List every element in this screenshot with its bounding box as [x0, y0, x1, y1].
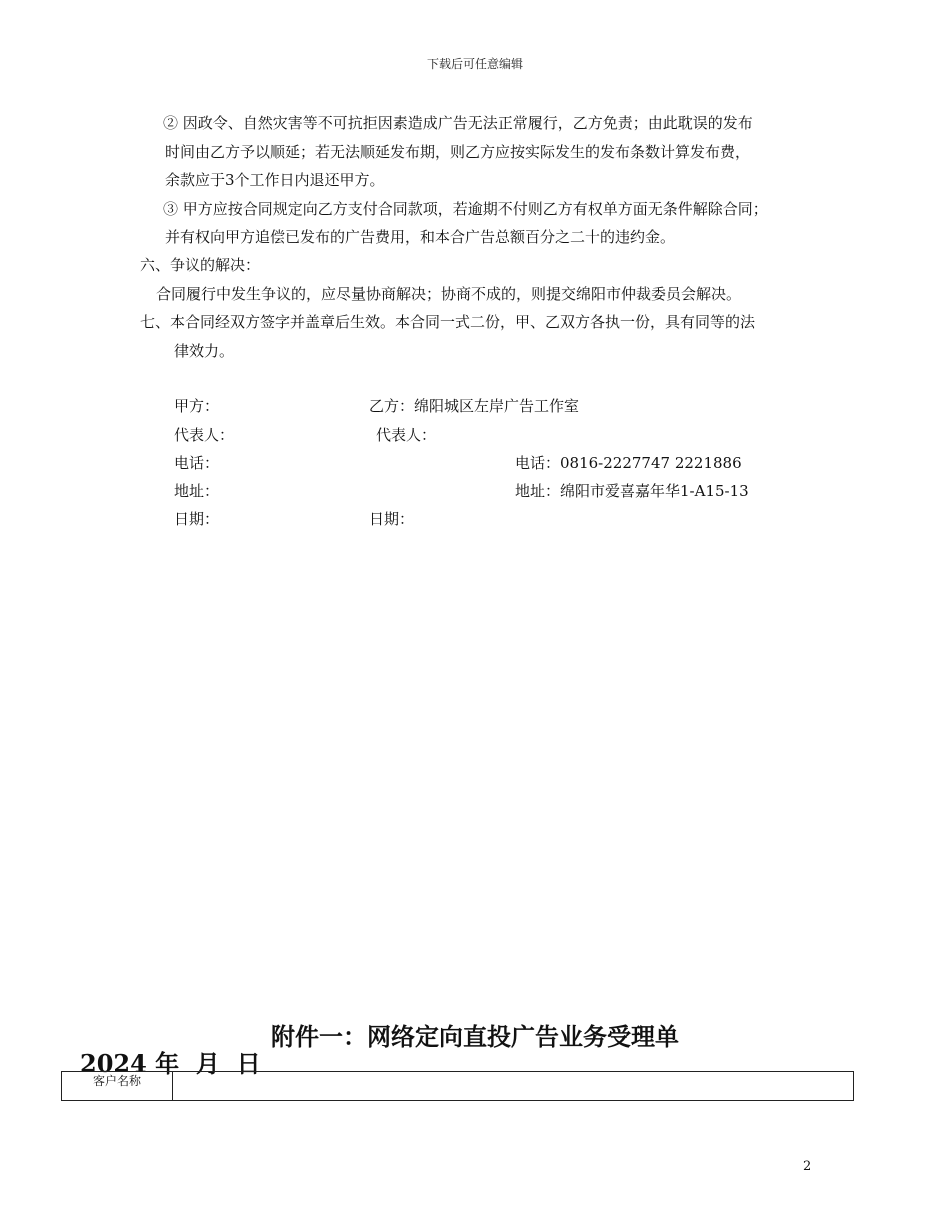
page-number: 2	[803, 1159, 812, 1174]
party-b-address: 地址：绵阳市爱喜嘉年华1-A15-13	[515, 482, 749, 500]
clause-3-line-2: 并有权向甲方追偿已发布的广告费用，和本合广告总额百分之二十的违约金。	[165, 228, 676, 246]
customer-name-field[interactable]	[173, 1072, 854, 1101]
acceptance-form-table	[61, 1071, 854, 1101]
clause-2-line-1: ② 因政令、自然灾害等不可抗拒因素造成广告无法正常履行，乙方免责；由此耽误的发布	[163, 114, 753, 132]
clause-2-line-3: 余款应于3个工作日内退还甲方。	[165, 171, 385, 189]
appendix-date: 2024 年 月 日	[80, 1049, 261, 1078]
party-a-address: 地址：	[174, 482, 220, 500]
party-b-date: 日期：	[369, 510, 415, 528]
appendix-title: 附件一：网络定向直投广告业务受理单	[271, 1022, 679, 1051]
party-a-date: 日期：	[174, 510, 220, 528]
section-6-heading: 六、争议的解决：	[140, 256, 261, 274]
party-b-representative: 代表人：	[376, 426, 437, 444]
party-a-representative: 代表人：	[174, 426, 235, 444]
clause-3-line-1: ③ 甲方应按合同规定向乙方支付合同款项，若逾期不付则乙方有权单方面无条件解除合同；	[163, 200, 768, 218]
table-row	[62, 1072, 854, 1101]
clause-2-line-2: 时间由乙方予以顺延；若无法顺延发布期，则乙方应按实际发生的发布条数计算发布费，	[165, 143, 751, 161]
page-header: 下载后可任意编辑	[426, 57, 523, 71]
party-a-phone: 电话：	[174, 454, 220, 472]
customer-name-label: 客户名称	[62, 1072, 173, 1101]
party-a-label: 甲方：	[174, 397, 220, 415]
section-6-body: 合同履行中发生争议的，应尽量协商解决；协商不成的，则提交绵阳市仲裁委员会解决。	[156, 285, 742, 303]
section-7-line-2: 律效力。	[174, 342, 235, 360]
section-7-line-1: 七、本合同经双方签字并盖章后生效。本合同一式二份，甲、乙双方各执一份，具有同等的法	[140, 313, 756, 331]
party-b-label: 乙方：绵阳城区左岸广告工作室	[369, 397, 580, 415]
party-b-phone: 电话：0816-2227747 2221886	[515, 454, 742, 472]
